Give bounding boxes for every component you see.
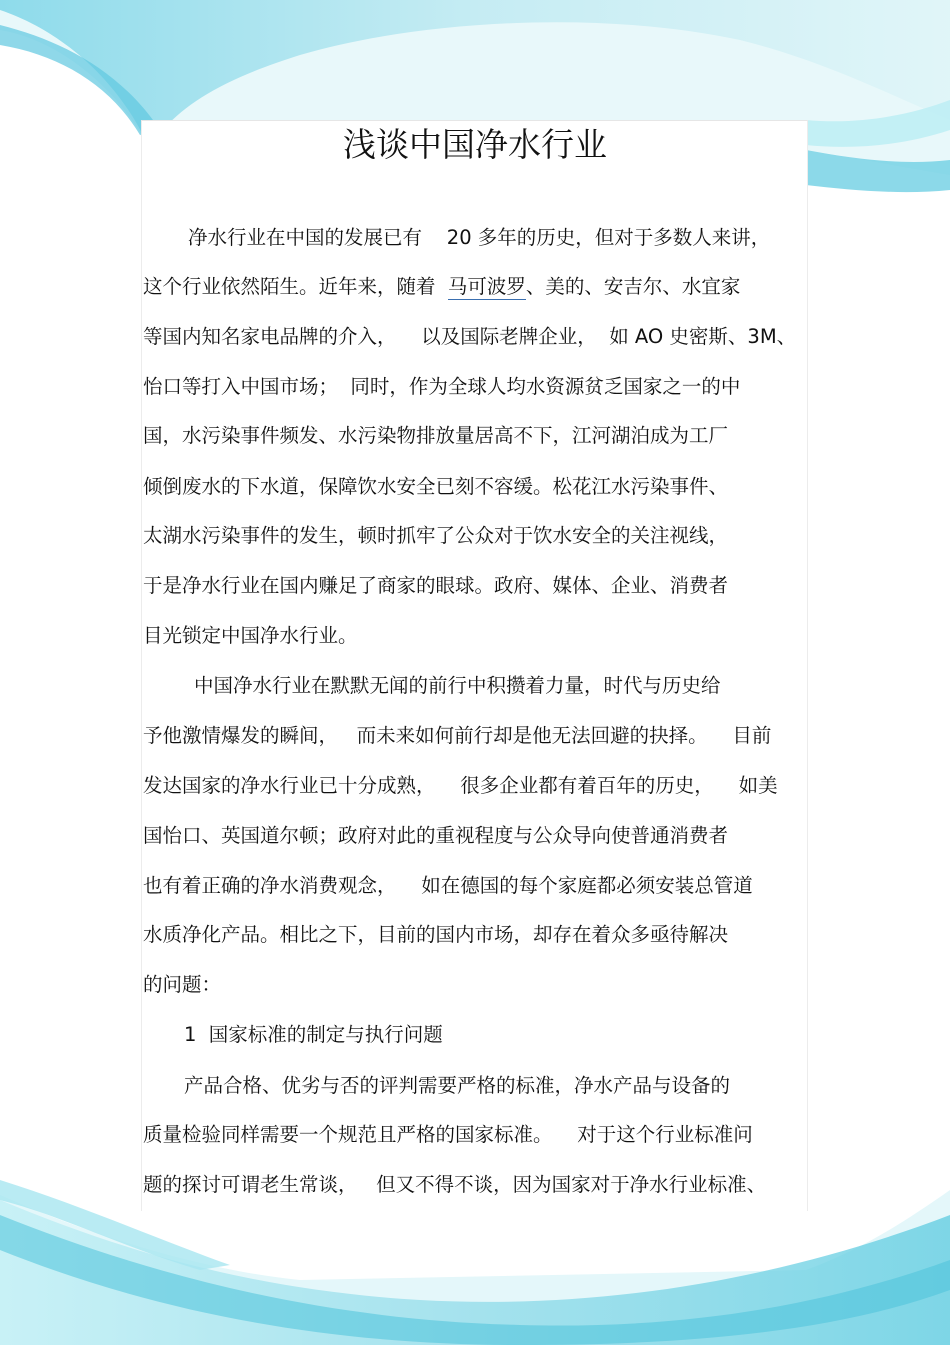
section-heading-1: 1 国家标准的制定与执行问题 bbox=[184, 1023, 443, 1046]
paragraph1-line6: 倾倒废水的下水道，保障饮水安全已刻不容缓。松花江水污染事件、 bbox=[143, 475, 729, 498]
paragraph1-line1: 净水行业在中国的发展已有 20 多年的历史，但对于多数人来讲， bbox=[188, 226, 771, 249]
paragraph1-line2-text: 这个行业依然陌生。近年来，随着 bbox=[143, 275, 448, 298]
paragraph1-line7: 太湖水污染事件的发生，顿时抓牢了公众对于饮水安全的关注视线， bbox=[143, 524, 729, 547]
paragraph3-line2: 质量检验同样需要一个规范且严格的国家标准。 对于这个行业标准问 bbox=[143, 1123, 753, 1146]
paragraph3-line1: 产品合格、优劣与否的评判需要严格的标准，净水产品与设备的 bbox=[184, 1074, 731, 1097]
paragraph1-line5: 国，水污染事件频发、水污染物排放量居高不下，江河湖泊成为工厂 bbox=[143, 424, 729, 447]
paragraph1-line2 bbox=[143, 272, 740, 302]
paragraph1-line2-rest: 、美的、安吉尔、水宜家 bbox=[525, 275, 741, 298]
paragraph1-line8: 于是净水行业在国内赚足了商家的眼球。政府、媒体、企业、消费者 bbox=[143, 574, 729, 597]
paragraph2-line1: 中国净水行业在默默无闻的前行中积攒着力量，时代与历史给 bbox=[194, 674, 721, 697]
brand-link-macro-polo[interactable]: 马可波罗 bbox=[447, 275, 526, 298]
paragraph2-line4: 国怡口、英国道尔顿；政府对此的重视程度与公众导向使普通消费者 bbox=[143, 824, 729, 847]
paragraph2-line6: 水质净化产品。相比之下，目前的国内市场，却存在着众多亟待解决 bbox=[143, 923, 729, 946]
paragraph2-line2: 予他激情爆发的瞬间， 而未来如何前行却是他无法回避的抉择。 目前 bbox=[143, 724, 772, 747]
paragraph1-line4: 怡口等打入中国市场； 同时，作为全球人均水资源贫乏国家之一的中 bbox=[143, 375, 741, 398]
paragraph1-line9: 目光锁定中国净水行业。 bbox=[143, 624, 358, 647]
document-title: 浅谈中国净水行业 bbox=[343, 125, 607, 164]
paragraph1-line3: 等国内知名家电品牌的介入， 以及国际老牌企业， 如 AO 史密斯、3M、 bbox=[143, 325, 797, 348]
paragraph2-line3: 发达国家的净水行业已十分成熟， 很多企业都有着百年的历史， 如美 bbox=[143, 774, 778, 797]
paragraph2-line5: 也有着正确的净水消费观念， 如在德国的每个家庭都必须安装总管道 bbox=[143, 874, 753, 897]
paragraph2-line7: 的问题： bbox=[143, 973, 222, 996]
paragraph3-line3: 题的探讨可谓老生常谈， 但又不得不谈，因为国家对于净水行业标准、 bbox=[143, 1173, 767, 1196]
